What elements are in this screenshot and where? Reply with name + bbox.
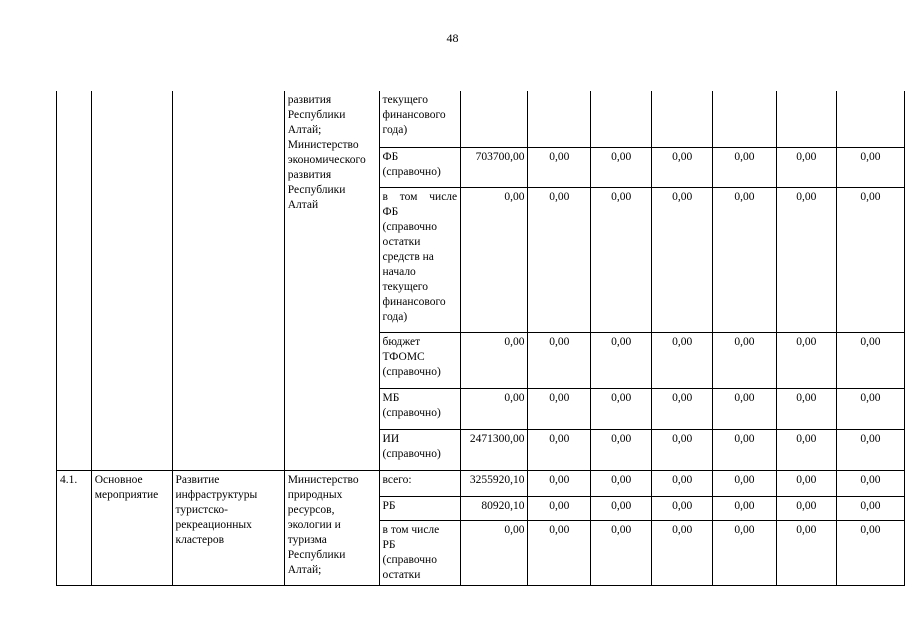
executor-cell-line: Республики (287, 184, 346, 196)
funding-source-cell-line: (справочно) (382, 365, 441, 378)
amount-cell: 0,00 (652, 187, 713, 332)
executor-cell-line: экономического (287, 154, 366, 166)
funding-source-cell-line: РБ (382, 538, 396, 551)
funding-source-cell-line: (справочно) (382, 447, 441, 460)
executor-cell-line: развития (287, 94, 332, 106)
funding-source-cell-line: года) (382, 124, 408, 136)
amount-cell: 0,00 (776, 520, 836, 585)
amount-cell: 0,00 (591, 470, 652, 496)
amount-cell (713, 91, 777, 147)
amount-cell: 0,00 (652, 388, 713, 429)
amount-cell (776, 91, 836, 147)
amount-cell: 0,00 (591, 388, 652, 429)
funding-source-cell (379, 147, 461, 187)
amount-cell: 0,00 (652, 429, 713, 470)
table-row (57, 470, 905, 496)
amount-cell: 0,00 (776, 429, 836, 470)
item-number-cell: 4.1. (57, 470, 92, 585)
amount-cell (591, 91, 652, 147)
amount-cell: 0,00 (713, 147, 777, 187)
amount-cell: 0,00 (713, 496, 777, 520)
amount-cell: 0,00 (776, 470, 836, 496)
item-type-cell-line: Основное (94, 473, 143, 486)
amount-cell: 0,00 (528, 388, 591, 429)
amount-cell: 703700,00 (461, 147, 528, 187)
amount-cell (461, 91, 528, 147)
funding-source-cell (379, 470, 461, 496)
amount-cell: 0,00 (591, 496, 652, 520)
amount-cell: 0,00 (652, 332, 713, 388)
amount-cell: 0,00 (528, 187, 591, 332)
funding-source-cell-line: РБ (382, 499, 396, 512)
amount-cell: 0,00 (528, 147, 591, 187)
funding-source-cell-line: (справочно) (382, 406, 441, 419)
funding-source-cell-line: ФБ (382, 150, 399, 163)
item-name-cell-line: кластеров (175, 533, 225, 546)
number-cell (57, 91, 92, 470)
funding-source-cell-line: (справочно) (382, 165, 441, 178)
amount-cell: 0,00 (713, 520, 777, 585)
funding-source-cell-line: года) (382, 310, 408, 323)
executor-cell-line: Алтай (287, 199, 319, 211)
amount-cell: 0,00 (776, 496, 836, 520)
amount-cell: 0,00 (713, 388, 777, 429)
amount-cell: 0,00 (836, 388, 904, 429)
item-executor-cell-line: Алтай; (287, 563, 322, 576)
funding-source-cell-line: в том числе (382, 523, 440, 536)
item-name-cell-line: инфраструктуры (175, 488, 258, 501)
amount-cell: 0,00 (591, 147, 652, 187)
funding-source-cell (379, 520, 461, 585)
item-name-cell-line: Развитие (175, 473, 220, 486)
funding-source-cell-line: (справочно (382, 553, 437, 566)
amount-cell: 0,00 (528, 429, 591, 470)
amount-cell: 80920,10 (461, 496, 528, 520)
item-name-cell-line: рекреационных (175, 518, 252, 531)
amount-cell: 0,00 (652, 147, 713, 187)
amount-cell (528, 91, 591, 147)
funding-source-cell-line: начало (382, 265, 416, 278)
funding-source-cell-line: (справочно (382, 220, 437, 233)
amount-cell: 0,00 (591, 520, 652, 585)
funding-source-cell (379, 388, 461, 429)
amount-cell: 0,00 (461, 520, 528, 585)
amount-cell: 0,00 (528, 332, 591, 388)
amount-cell: 0,00 (836, 470, 904, 496)
item-executor-cell-line: экологии и (287, 518, 341, 531)
amount-cell: 0,00 (776, 388, 836, 429)
amount-cell: 0,00 (776, 147, 836, 187)
funding-source-cell (379, 91, 461, 147)
funding-source-cell-line: ИИ (382, 432, 400, 445)
funding-source-cell-line: финансового (382, 295, 446, 308)
page-number: 48 (446, 31, 459, 45)
amount-cell: 2471300,00 (461, 429, 528, 470)
executor-cell-line: Алтай; (287, 124, 322, 136)
amount-cell: 0,00 (713, 470, 777, 496)
funding-source-cell-line: в том числе ФБ (382, 190, 458, 218)
table-row (57, 91, 905, 147)
budget-table (56, 91, 905, 586)
name-cell (172, 91, 284, 470)
amount-cell: 0,00 (652, 520, 713, 585)
amount-cell: 0,00 (836, 496, 904, 520)
budget-table-body (57, 91, 905, 585)
amount-cell: 0,00 (713, 332, 777, 388)
funding-source-cell (379, 429, 461, 470)
amount-cell: 0,00 (836, 187, 904, 332)
funding-source-cell (379, 332, 461, 388)
amount-cell: 0,00 (528, 520, 591, 585)
amount-cell: 0,00 (776, 187, 836, 332)
funding-source-cell-line: средств на (382, 250, 434, 263)
funding-source-cell-line: текущего (382, 94, 428, 106)
item-executor-cell (284, 470, 379, 585)
item-executor-cell-line: Министерство (287, 473, 359, 486)
amount-cell: 0,00 (836, 520, 904, 585)
amount-cell: 0,00 (713, 429, 777, 470)
executor-cell-line: Министерство (287, 139, 359, 151)
funding-source-cell-line: финансового (382, 109, 446, 121)
amount-cell: 0,00 (591, 332, 652, 388)
funding-source-cell-line: ТФОМС (382, 350, 425, 363)
funding-source-cell-line: всего: (382, 473, 412, 486)
amount-cell: 0,00 (652, 496, 713, 520)
item-name-cell-line: туристско- (175, 503, 228, 516)
executor-cell-line: Республики (287, 109, 346, 121)
funding-source-cell (379, 496, 461, 520)
amount-cell: 0,00 (713, 187, 777, 332)
amount-cell: 0,00 (461, 187, 528, 332)
funding-source-cell-line: бюджет (382, 335, 421, 348)
executor-cell (284, 91, 379, 470)
amount-cell: 3255920,10 (461, 470, 528, 496)
funding-source-cell-line: МБ (382, 391, 400, 404)
funding-source-cell-line: остатки (382, 568, 421, 581)
item-executor-cell-line: природных (287, 488, 343, 501)
executor-cell-line: развития (287, 169, 332, 181)
item-executor-cell-line: туризма (287, 533, 327, 546)
amount-cell: 0,00 (528, 470, 591, 496)
type-cell (91, 91, 172, 470)
item-executor-cell-line: Республики (287, 548, 346, 561)
amount-cell: 0,00 (591, 187, 652, 332)
amount-cell (836, 91, 904, 147)
amount-cell: 0,00 (836, 147, 904, 187)
amount-cell: 0,00 (461, 332, 528, 388)
amount-cell: 0,00 (776, 332, 836, 388)
amount-cell: 0,00 (461, 388, 528, 429)
amount-cell (652, 91, 713, 147)
funding-source-cell-line: остатки (382, 235, 421, 248)
funding-source-cell (379, 187, 461, 332)
item-name-cell (172, 470, 284, 585)
amount-cell: 0,00 (836, 429, 904, 470)
item-type-cell-line: мероприятие (94, 488, 159, 501)
amount-cell: 0,00 (652, 470, 713, 496)
amount-cell: 0,00 (836, 332, 904, 388)
item-type-cell (91, 470, 172, 585)
funding-source-cell-line: текущего (382, 280, 428, 293)
item-executor-cell-line: ресурсов, (287, 503, 335, 516)
amount-cell: 0,00 (528, 496, 591, 520)
amount-cell: 0,00 (591, 429, 652, 470)
